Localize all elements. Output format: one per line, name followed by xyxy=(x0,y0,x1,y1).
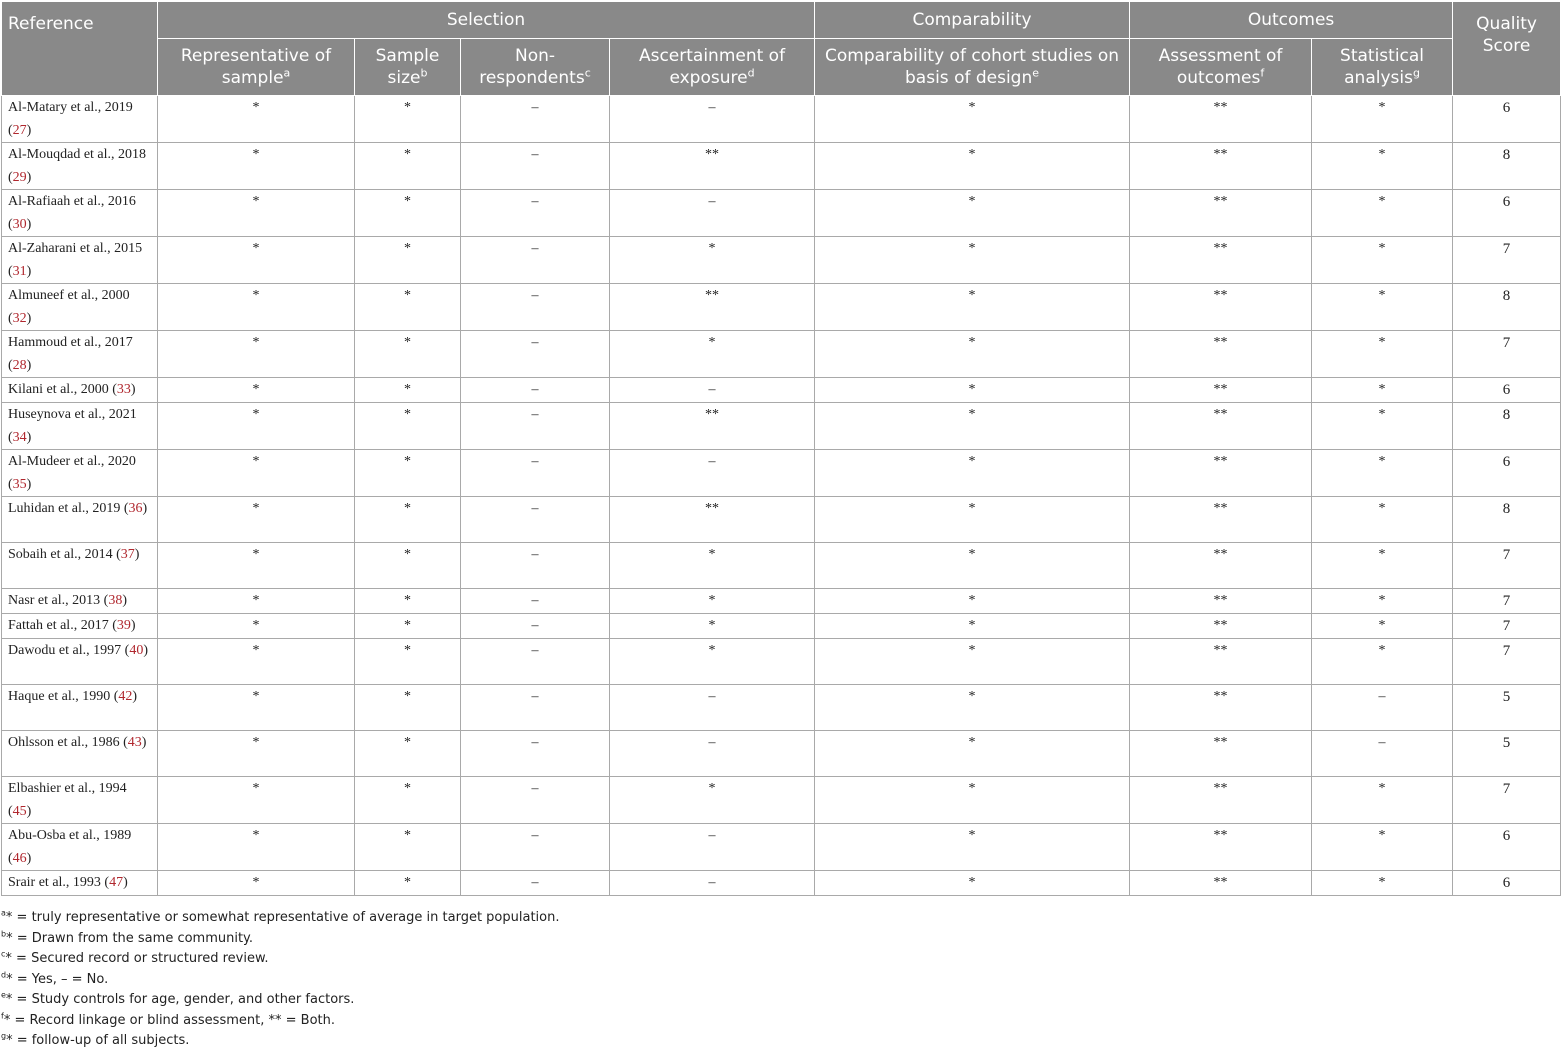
rating-cell: – xyxy=(461,143,610,190)
rating-cell: * xyxy=(158,190,355,237)
rating-cell: * xyxy=(815,190,1130,237)
rating-cell: * xyxy=(815,614,1130,639)
rating-cell: * xyxy=(815,731,1130,777)
reference-cell: Al-Mouqdad et al., 2018 (29) xyxy=(2,143,158,190)
reference-text: Nasr et al., 2013 xyxy=(8,593,101,608)
subcolumn-header xyxy=(1130,39,1312,96)
subcolumn-header xyxy=(610,39,815,96)
rating-cell: ** xyxy=(1130,685,1312,731)
footnote xyxy=(1,1031,1560,1052)
rating-cell: – xyxy=(461,284,610,331)
table-row xyxy=(2,378,1561,403)
quality-score-cell: 8 xyxy=(1453,497,1561,543)
rating-cell: * xyxy=(158,731,355,777)
selection-group-header: Selection xyxy=(158,2,815,39)
reference-text: Sobaih et al., 2014 xyxy=(8,547,113,562)
table-body xyxy=(2,96,1561,896)
quality-score-column-header: Quality Score xyxy=(1453,2,1561,96)
rating-cell: * xyxy=(1312,497,1453,543)
footnote-text: * = Drawn from the same community. xyxy=(6,930,254,946)
quality-score-cell: 6 xyxy=(1453,824,1561,871)
footnote xyxy=(1,1011,1560,1032)
rating-cell: ** xyxy=(610,497,815,543)
rating-cell: * xyxy=(158,685,355,731)
reference-text: Abu-Osba et al., 1989 xyxy=(8,828,132,843)
citation-link[interactable]: 34 xyxy=(12,430,27,445)
reference-cell: Sobaih et al., 2014 (37) xyxy=(2,543,158,589)
table-row xyxy=(2,589,1561,614)
rating-cell: ** xyxy=(1130,96,1312,143)
reference-cell: Luhidan et al., 2019 (36) xyxy=(2,497,158,543)
table-row xyxy=(2,871,1561,896)
rating-cell: ** xyxy=(610,284,815,331)
rating-cell: – xyxy=(461,96,610,143)
footnote-marker: f xyxy=(1260,66,1265,80)
reference-cell: Nasr et al., 2013 (38) xyxy=(2,589,158,614)
quality-score-cell: 7 xyxy=(1453,331,1561,378)
table-row xyxy=(2,639,1561,685)
rating-cell: * xyxy=(158,589,355,614)
rating-cell: * xyxy=(158,284,355,331)
citation-link[interactable]: 39 xyxy=(116,618,131,633)
footnote-marker: c xyxy=(584,66,591,80)
rating-cell: * xyxy=(1312,614,1453,639)
outcomes-group-header: Outcomes xyxy=(1130,2,1453,39)
footnote-marker: e xyxy=(1,990,6,1000)
table-header xyxy=(2,2,1561,96)
rating-cell: * xyxy=(355,614,461,639)
rating-cell: * xyxy=(815,143,1130,190)
table-row xyxy=(2,731,1561,777)
rating-cell: * xyxy=(158,639,355,685)
rating-cell: * xyxy=(158,543,355,589)
subcolumn-label: Non-respondents xyxy=(479,46,585,88)
rating-cell: – xyxy=(610,190,815,237)
footnote xyxy=(1,970,1560,991)
rating-cell: * xyxy=(1312,639,1453,685)
reference-cell: Elbashier et al., 1994 (45) xyxy=(2,777,158,824)
subcolumn-label: Ascertainment of exposure xyxy=(638,46,786,88)
citation-link[interactable]: 33 xyxy=(116,382,131,397)
rating-cell: * xyxy=(158,237,355,284)
footnote-marker: b xyxy=(420,66,428,80)
rating-cell: * xyxy=(158,331,355,378)
reference-text: Al-Matary et al., 2019 xyxy=(8,100,133,115)
table-row xyxy=(2,143,1561,190)
footnote-marker: f xyxy=(1,1011,4,1021)
footnote-text: * = truly representative or somewhat representative of average in target population. xyxy=(5,910,560,925)
rating-cell: – xyxy=(461,331,610,378)
rating-cell: * xyxy=(355,685,461,731)
rating-cell: * xyxy=(355,543,461,589)
rating-cell: ** xyxy=(1130,403,1312,450)
rating-cell: ** xyxy=(1130,284,1312,331)
reference-cell: Al-Matary et al., 2019 (27) xyxy=(2,96,158,143)
citation-link[interactable]: 36 xyxy=(128,501,143,516)
rating-cell: * xyxy=(355,871,461,896)
rating-cell: * xyxy=(1312,450,1453,497)
quality-score-cell: 6 xyxy=(1453,871,1561,896)
rating-cell: – xyxy=(461,777,610,824)
newcastle-ottawa-table xyxy=(1,1,1561,896)
reference-cell: Ohlsson et al., 1986 (43) xyxy=(2,731,158,777)
footnote-marker: d xyxy=(747,66,755,80)
quality-score-cell: 7 xyxy=(1453,543,1561,589)
rating-cell: – xyxy=(1312,731,1453,777)
table-row xyxy=(2,614,1561,639)
quality-score-cell: 5 xyxy=(1453,731,1561,777)
citation-link[interactable]: 28 xyxy=(12,358,27,373)
rating-cell: ** xyxy=(1130,777,1312,824)
rating-cell: – xyxy=(1312,685,1453,731)
rating-cell: – xyxy=(461,378,610,403)
table-row xyxy=(2,237,1561,284)
table-row xyxy=(2,403,1561,450)
rating-cell: * xyxy=(355,190,461,237)
subcolumn-header xyxy=(815,39,1130,96)
reference-text: Dawodu et al., 1997 xyxy=(8,643,122,658)
subcolumn-header xyxy=(355,39,461,96)
rating-cell: * xyxy=(815,497,1130,543)
footnote-text: * = Record linkage or blind assessment, ** = Both. xyxy=(3,1012,335,1028)
reference-text: Ohlsson et al., 1986 xyxy=(8,735,120,750)
rating-cell: * xyxy=(610,777,815,824)
footnote xyxy=(1,929,1560,950)
rating-cell: * xyxy=(610,614,815,639)
rating-cell: * xyxy=(158,497,355,543)
rating-cell: * xyxy=(815,871,1130,896)
table-row xyxy=(2,543,1561,589)
reference-cell: Haque et al., 1990 (42) xyxy=(2,685,158,731)
table-row xyxy=(2,96,1561,143)
quality-score-cell: 7 xyxy=(1453,639,1561,685)
subcolumn-label: Representative of sample xyxy=(180,46,332,88)
reference-text: Elbashier et al., 1994 xyxy=(8,781,127,796)
reference-text: Haque et al., 1990 xyxy=(8,689,111,704)
rating-cell: * xyxy=(1312,589,1453,614)
footnote-marker: g xyxy=(1,1031,7,1041)
rating-cell: * xyxy=(1312,237,1453,284)
rating-cell: * xyxy=(158,824,355,871)
rating-cell: – xyxy=(610,450,815,497)
rating-cell: * xyxy=(355,777,461,824)
rating-cell: – xyxy=(610,96,815,143)
rating-cell: – xyxy=(461,450,610,497)
rating-cell: * xyxy=(1312,871,1453,896)
quality-score-cell: 8 xyxy=(1453,403,1561,450)
reference-cell: Abu-Osba et al., 1989 (46) xyxy=(2,824,158,871)
quality-score-cell: 7 xyxy=(1453,777,1561,824)
quality-score-cell: 6 xyxy=(1453,450,1561,497)
reference-text: Al-Mouqdad et al., 2018 xyxy=(8,147,147,162)
rating-cell: * xyxy=(1312,96,1453,143)
reference-cell: Almuneef et al., 2000 (32) xyxy=(2,284,158,331)
table-row xyxy=(2,450,1561,497)
rating-cell: – xyxy=(461,237,610,284)
rating-cell: – xyxy=(610,871,815,896)
quality-score-cell: 8 xyxy=(1453,284,1561,331)
footnote-text: * = follow-up of all subjects. xyxy=(6,1033,190,1048)
reference-text: Kilani et al., 2000 xyxy=(8,382,109,397)
subcolumn-label: Comparability of cohort studies on basis of design xyxy=(825,46,1120,88)
rating-cell: ** xyxy=(1130,497,1312,543)
rating-cell: – xyxy=(461,639,610,685)
quality-score-cell: 5 xyxy=(1453,685,1561,731)
rating-cell: – xyxy=(610,685,815,731)
rating-cell: ** xyxy=(1130,824,1312,871)
rating-cell: ** xyxy=(610,403,815,450)
rating-cell: – xyxy=(610,824,815,871)
rating-cell: – xyxy=(461,824,610,871)
rating-cell: – xyxy=(461,403,610,450)
rating-cell: * xyxy=(1312,403,1453,450)
footnote-marker: d xyxy=(1,970,7,980)
rating-cell: * xyxy=(355,450,461,497)
rating-cell: * xyxy=(815,589,1130,614)
rating-cell: * xyxy=(1312,284,1453,331)
reference-cell: Fattah et al., 2017 (39) xyxy=(2,614,158,639)
table-footnotes xyxy=(1,908,1560,1052)
rating-cell: * xyxy=(610,237,815,284)
citation-link[interactable]: 45 xyxy=(12,804,27,819)
footnote-marker: b xyxy=(1,929,7,939)
table-row xyxy=(2,331,1561,378)
rating-cell: – xyxy=(461,190,610,237)
citation-link[interactable]: 32 xyxy=(12,311,27,326)
subcolumn-label: Assessment of outcomes xyxy=(1158,46,1283,88)
rating-cell: * xyxy=(355,378,461,403)
citation-link[interactable]: 43 xyxy=(127,735,142,750)
rating-cell: ** xyxy=(1130,731,1312,777)
table-row xyxy=(2,190,1561,237)
rating-cell: – xyxy=(461,614,610,639)
citation-link[interactable]: 37 xyxy=(120,547,135,562)
citation-link[interactable]: 29 xyxy=(12,170,27,185)
rating-cell: * xyxy=(158,96,355,143)
quality-score-cell: 7 xyxy=(1453,237,1561,284)
rating-cell: ** xyxy=(1130,143,1312,190)
footnote-text: * = Study controls for age, gender, and other factors. xyxy=(5,992,355,1007)
rating-cell: ** xyxy=(1130,378,1312,403)
rating-cell: * xyxy=(815,639,1130,685)
rating-cell: * xyxy=(1312,824,1453,871)
rating-cell: ** xyxy=(1130,639,1312,685)
rating-cell: * xyxy=(815,378,1130,403)
reference-text: Luhidan et al., 2019 xyxy=(8,501,121,516)
reference-cell: Al-Mudeer et al., 2020 (35) xyxy=(2,450,158,497)
reference-cell: Al-Zaharani et al., 2015 (31) xyxy=(2,237,158,284)
footnote xyxy=(1,908,1560,929)
table-row xyxy=(2,685,1561,731)
rating-cell: * xyxy=(1312,143,1453,190)
rating-cell: ** xyxy=(1130,237,1312,284)
citation-link[interactable]: 30 xyxy=(12,217,27,232)
rating-cell: * xyxy=(355,403,461,450)
rating-cell: ** xyxy=(1130,543,1312,589)
rating-cell: * xyxy=(815,403,1130,450)
rating-cell: * xyxy=(355,237,461,284)
rating-cell: ** xyxy=(610,143,815,190)
rating-cell: * xyxy=(815,685,1130,731)
quality-score-cell: 6 xyxy=(1453,96,1561,143)
reference-cell: Al-Rafiaah et al., 2016 (30) xyxy=(2,190,158,237)
rating-cell: * xyxy=(815,450,1130,497)
quality-score-cell: 8 xyxy=(1453,143,1561,190)
subcolumn-header xyxy=(1312,39,1453,96)
rating-cell: ** xyxy=(1130,589,1312,614)
footnote-marker: c xyxy=(1,949,6,959)
comparability-group-header: Comparability xyxy=(815,2,1130,39)
reference-text: Srair et al., 1993 xyxy=(8,875,101,890)
rating-cell: * xyxy=(815,331,1130,378)
footnote-text: * = Secured record or structured review. xyxy=(5,951,269,966)
footnote-text: * = Yes, – = No. xyxy=(6,971,109,987)
footnote xyxy=(1,990,1560,1011)
quality-score-cell: 6 xyxy=(1453,378,1561,403)
table-row xyxy=(2,284,1561,331)
rating-cell: * xyxy=(355,589,461,614)
rating-cell: – xyxy=(610,378,815,403)
rating-cell: – xyxy=(461,685,610,731)
rating-cell: * xyxy=(158,143,355,190)
rating-cell: – xyxy=(461,589,610,614)
quality-assessment-table-figure xyxy=(1,1,1560,1052)
rating-cell: * xyxy=(1312,777,1453,824)
rating-cell: ** xyxy=(1130,190,1312,237)
rating-cell: * xyxy=(610,543,815,589)
rating-cell: ** xyxy=(1130,871,1312,896)
rating-cell: * xyxy=(355,639,461,685)
rating-cell: – xyxy=(461,731,610,777)
rating-cell: * xyxy=(158,871,355,896)
footnote xyxy=(1,949,1560,970)
subcolumn-label: Sample size xyxy=(375,46,440,88)
rating-cell: * xyxy=(815,777,1130,824)
reference-text: Hammoud et al., 2017 xyxy=(8,335,133,350)
rating-cell: – xyxy=(610,731,815,777)
rating-cell: * xyxy=(158,403,355,450)
rating-cell: – xyxy=(461,871,610,896)
reference-text: Fattah et al., 2017 xyxy=(8,618,109,633)
rating-cell: ** xyxy=(1130,331,1312,378)
reference-cell: Kilani et al., 2000 (33) xyxy=(2,378,158,403)
citation-link[interactable]: 46 xyxy=(12,851,27,866)
reference-cell: Hammoud et al., 2017 (28) xyxy=(2,331,158,378)
subcolumn-header xyxy=(158,39,355,96)
rating-cell: ** xyxy=(1130,614,1312,639)
rating-cell: * xyxy=(1312,190,1453,237)
rating-cell: * xyxy=(1312,331,1453,378)
citation-link[interactable]: 27 xyxy=(12,123,27,138)
rating-cell: * xyxy=(815,96,1130,143)
reference-text: Al-Mudeer et al., 2020 xyxy=(8,454,136,469)
reference-text: Al-Zaharani et al., 2015 xyxy=(8,241,143,256)
quality-score-cell: 7 xyxy=(1453,589,1561,614)
rating-cell: * xyxy=(158,614,355,639)
rating-cell: * xyxy=(355,143,461,190)
rating-cell: * xyxy=(815,284,1130,331)
reference-text: Al-Rafiaah et al., 2016 xyxy=(8,194,136,209)
citation-link[interactable]: 38 xyxy=(108,593,123,608)
rating-cell: * xyxy=(158,450,355,497)
subheader-row xyxy=(2,39,1561,96)
rating-cell: * xyxy=(355,731,461,777)
rating-cell: * xyxy=(355,284,461,331)
rating-cell: * xyxy=(610,589,815,614)
rating-cell: – xyxy=(461,543,610,589)
citation-link[interactable]: 40 xyxy=(129,643,144,658)
rating-cell: * xyxy=(610,639,815,685)
citation-link[interactable]: 35 xyxy=(12,477,27,492)
rating-cell: ** xyxy=(1130,450,1312,497)
rating-cell: – xyxy=(461,497,610,543)
rating-cell: * xyxy=(355,96,461,143)
rating-cell: * xyxy=(815,824,1130,871)
quality-score-cell: 7 xyxy=(1453,614,1561,639)
rating-cell: * xyxy=(355,824,461,871)
reference-cell: Huseynova et al., 2021 (34) xyxy=(2,403,158,450)
rating-cell: * xyxy=(355,497,461,543)
rating-cell: * xyxy=(1312,378,1453,403)
quality-score-cell: 6 xyxy=(1453,190,1561,237)
citation-link[interactable]: 47 xyxy=(109,875,124,890)
table-row xyxy=(2,777,1561,824)
footnote-marker: a xyxy=(283,66,291,80)
rating-cell: * xyxy=(158,378,355,403)
reference-cell: Dawodu et al., 1997 (40) xyxy=(2,639,158,685)
citation-link[interactable]: 42 xyxy=(118,689,133,704)
reference-cell: Srair et al., 1993 (47) xyxy=(2,871,158,896)
subcolumn-header xyxy=(461,39,610,96)
table-row xyxy=(2,497,1561,543)
rating-cell: * xyxy=(815,237,1130,284)
rating-cell: * xyxy=(815,543,1130,589)
rating-cell: * xyxy=(355,331,461,378)
citation-link[interactable]: 31 xyxy=(12,264,27,279)
footnote-marker: g xyxy=(1412,66,1420,80)
reference-column-header: Reference xyxy=(2,2,158,96)
reference-text: Almuneef et al., 2000 xyxy=(8,288,130,303)
table-row xyxy=(2,824,1561,871)
subcolumn-label: Statistical analysis xyxy=(1340,46,1425,88)
rating-cell: * xyxy=(1312,543,1453,589)
reference-text: Huseynova et al., 2021 xyxy=(8,407,137,422)
rating-cell: * xyxy=(158,777,355,824)
rating-cell: * xyxy=(610,331,815,378)
footnote-marker: a xyxy=(1,908,6,918)
footnote-marker: e xyxy=(1032,66,1040,80)
